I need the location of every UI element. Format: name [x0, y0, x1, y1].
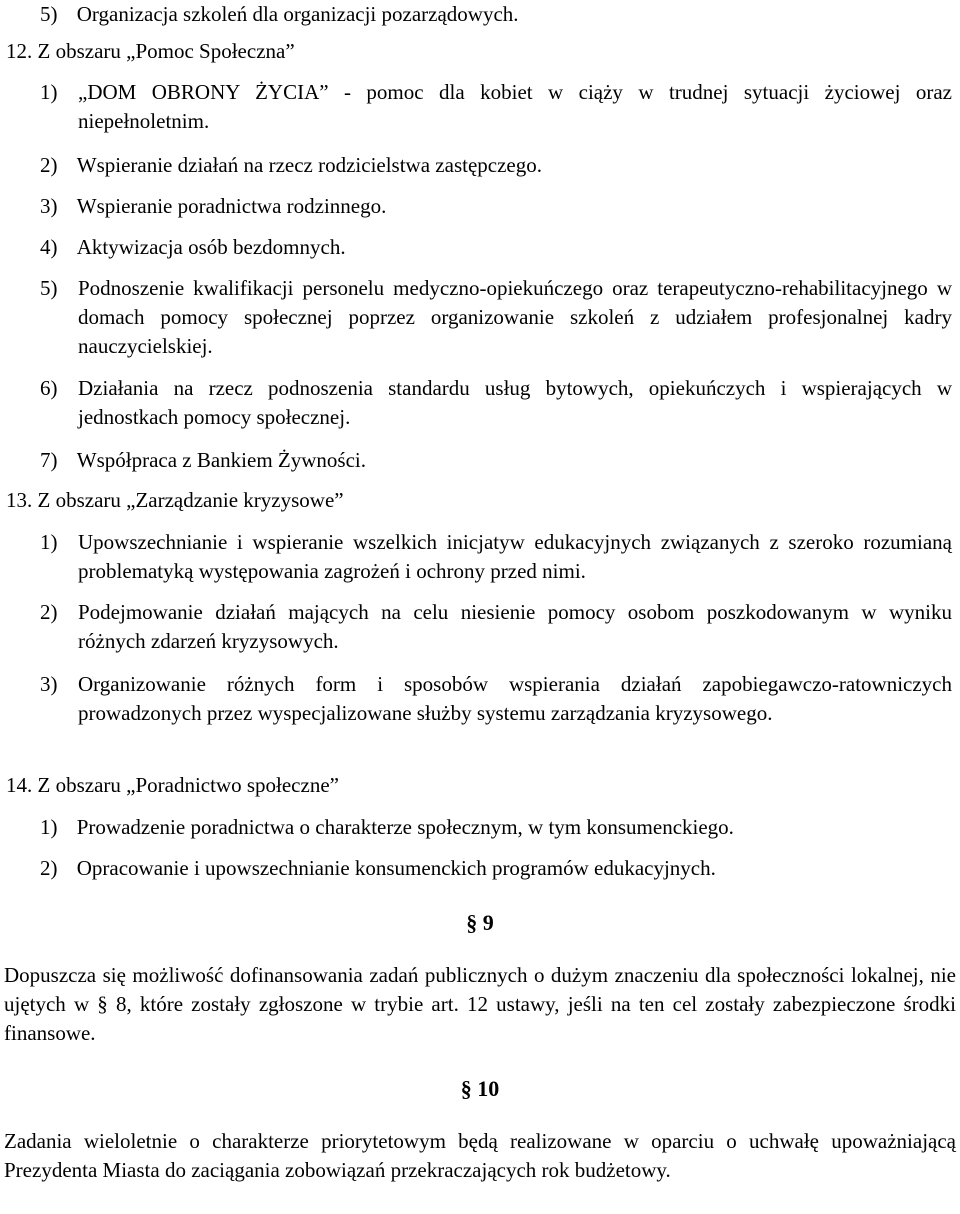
list-item: [40, 0, 519, 29]
list-item: [40, 78, 952, 136]
item-number: 6): [40, 376, 58, 400]
item-text: Podejmowanie działań mających na celu niesienie pomocy osobom poszkodowanym w wyniku różnych zdarzeń kryzysowych.: [78, 600, 952, 653]
item-text: Współpraca z Bankiem Żywności.: [76, 448, 366, 472]
list-item: [40, 374, 952, 432]
item-text: „DOM OBRONY ŻYCIA” - pomoc dla kobiet w ciąży w trudnej sytuacji życiowej oraz niepełnoletnim.: [78, 80, 952, 133]
section-heading-14: 14. Z obszaru „Poradnictwo społeczne”: [6, 773, 339, 797]
paragraph-10-text: Zadania wieloletnie o charakterze priorytetowym będą realizowane w oparciu o uchwałę upoważniającą Prezydenta Miasta do zaciągania zobowiązań przekraczających rok budżetowy.: [4, 1129, 956, 1182]
item-text: Upowszechnianie i wspieranie wszelkich inicjatyw edukacyjnych związanych z szeroko rozumianą problematyką występowania zagrożeń i ochrony przed nimi.: [78, 530, 952, 583]
paragraph-9-text: Dopuszcza się możliwość dofinansowania zadań publicznych o dużym znaczeniu dla społeczności lokalnej, nie ujętych w § 8, które zostały zgłoszone w trybie art. 12 ustawy, jeśli na ten cel zostały zabezpieczone środki finansowe.: [4, 963, 956, 1045]
item-number: 1): [40, 80, 58, 104]
item-number: 2): [40, 856, 58, 880]
list-item: [40, 528, 952, 586]
item-number: 1): [40, 530, 58, 554]
item-number: 3): [40, 194, 58, 218]
item-number: 2): [40, 153, 58, 177]
item-text: Wspieranie działań na rzecz rodzicielstwa zastępczego.: [76, 153, 542, 177]
list-item: [40, 274, 952, 361]
item-number: 7): [40, 448, 58, 472]
item-number: 2): [40, 600, 58, 624]
item-text: Opracowanie i upowszechnianie konsumenckich programów edukacyjnych.: [76, 856, 716, 880]
list-item: [40, 446, 366, 475]
item-text: Działania na rzecz podnoszenia standardu usług bytowych, opiekuńczych i wspierających w jednostkach pomocy społecznej.: [78, 376, 952, 429]
paragraph-heading-9: § 9: [466, 910, 494, 935]
item-text: Prowadzenie poradnictwa o charakterze społecznym, w tym konsumenckiego.: [76, 815, 734, 839]
list-item: [40, 233, 346, 262]
list-item: [40, 151, 542, 180]
section-heading-13: 13. Z obszaru „Zarządzanie kryzysowe”: [6, 488, 344, 512]
item-number: 3): [40, 672, 58, 696]
list-item: [40, 813, 734, 842]
item-text: Organizacja szkoleń dla organizacji pozarządowych.: [76, 2, 519, 26]
list-item: [40, 192, 386, 221]
list-item: [40, 598, 952, 656]
list-item: [40, 854, 716, 883]
item-text: Organizowanie różnych form i sposobów wspierania działań zapobiegawczo-ratowniczych prowadzonych przez wyspecjalizowane służby systemu zarządzania kryzysowego.: [78, 672, 952, 725]
item-text: Podnoszenie kwalifikacji personelu medyczno-opiekuńczego oraz terapeutyczno-rehabilitacyjnego w domach pomocy społecznej poprzez organizowanie szkoleń z udziałem profesjonalnej kadry nauczycielskiej.: [78, 276, 952, 358]
item-number: 5): [40, 276, 58, 300]
item-number: 4): [40, 235, 58, 259]
item-number: 1): [40, 815, 58, 839]
list-item: [40, 670, 952, 728]
item-text: Wspieranie poradnictwa rodzinnego.: [76, 194, 387, 218]
section-heading-12: 12. Z obszaru „Pomoc Społeczna”: [6, 39, 295, 63]
paragraph-heading-10: § 10: [460, 1076, 500, 1101]
item-text: Aktywizacja osób bezdomnych.: [76, 235, 346, 259]
item-number: 5): [40, 2, 58, 26]
